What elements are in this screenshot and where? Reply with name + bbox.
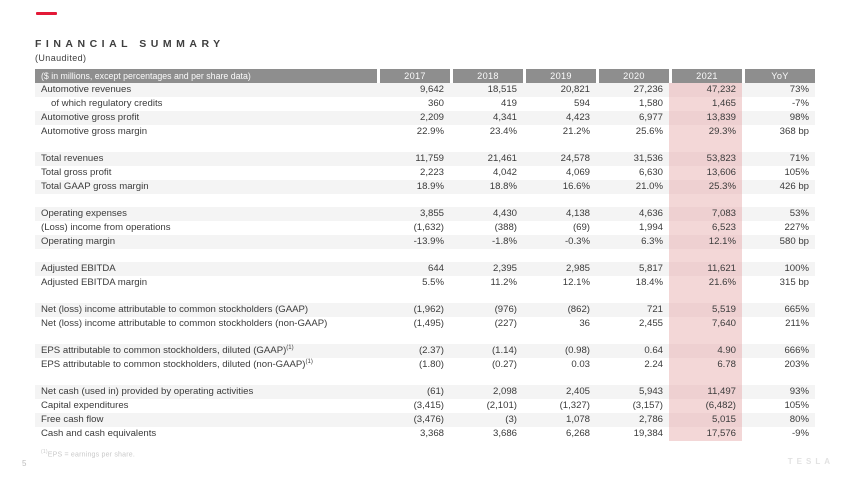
table-row <box>35 97 815 111</box>
column-header-2018: 2018 <box>450 69 523 83</box>
table-row <box>35 125 815 139</box>
cell-2017: 644 <box>427 263 444 274</box>
section-spacer <box>35 249 815 262</box>
spacer-cell <box>377 290 450 303</box>
cell-2019: -0.3% <box>564 236 590 247</box>
row-label-text: Adjusted EBITDA margin <box>41 277 148 288</box>
cell-2018: 18.8% <box>489 181 517 192</box>
cell-yoy: 315 bp <box>779 277 809 288</box>
cell-2018: 4,042 <box>492 167 517 178</box>
cell-2017: (61) <box>426 386 444 397</box>
table-row <box>35 221 815 235</box>
cell-2017: (3,415) <box>413 400 444 411</box>
cell-2018: 2,395 <box>492 263 517 274</box>
spacer-cell <box>377 331 450 344</box>
cell-2018: 21,461 <box>487 153 517 164</box>
cell-2019: 16.6% <box>562 181 590 192</box>
cell-yoy: -9% <box>791 428 809 439</box>
cell-2020: 721 <box>646 304 663 315</box>
cell-2017: (1,632) <box>413 222 444 233</box>
cell-2020: 1,580 <box>638 98 663 109</box>
row-label-superscript: (1) <box>286 344 294 351</box>
page-title: FINANCIAL SUMMARY <box>35 38 225 50</box>
cell-yoy: 666% <box>784 345 809 356</box>
slide-content <box>35 38 815 458</box>
row-label-text: of which regulatory credits <box>51 98 163 109</box>
row-label <box>35 180 377 194</box>
row-label <box>35 358 377 372</box>
row-label <box>35 111 377 125</box>
cell-2020: 1,994 <box>638 222 663 233</box>
row-label-text: (Loss) income from operations <box>41 222 171 233</box>
cell-2018: 419 <box>500 98 517 109</box>
cell-2017: (2.37) <box>418 345 444 356</box>
spacer-cell <box>35 290 377 303</box>
spacer-cell <box>742 139 815 152</box>
row-label-text: Cash and cash equivalents <box>41 428 157 439</box>
row-label-text: Automotive gross margin <box>41 126 148 137</box>
cell-2017: (3,476) <box>413 414 444 425</box>
cell-2020: 25.6% <box>635 126 663 137</box>
cell-2017: 3,855 <box>419 208 444 219</box>
row-label-text: Total revenues <box>41 153 104 164</box>
cell-2021: 1,465 <box>669 97 742 111</box>
column-header-2017: 2017 <box>377 69 450 83</box>
cell-yoy: -7% <box>791 98 809 109</box>
table-row <box>35 427 815 441</box>
spacer-cell <box>523 290 596 303</box>
cell-2017: 360 <box>427 98 444 109</box>
spacer-cell <box>596 290 669 303</box>
cell-2017: (1,495) <box>413 318 444 329</box>
page-subtitle: (Unaudited) <box>35 53 87 63</box>
footnote <box>35 449 815 458</box>
table-row <box>35 399 815 413</box>
spacer-cell <box>35 331 377 344</box>
cell-2018: 23.4% <box>489 126 517 137</box>
spacer-cell <box>742 249 815 262</box>
cell-2021: 29.3% <box>669 125 742 139</box>
spacer-cell <box>377 139 450 152</box>
cell-2020: 31,536 <box>633 153 663 164</box>
cell-2020: 4,636 <box>638 208 663 219</box>
cell-yoy: 53% <box>789 208 809 219</box>
cell-yoy: 71% <box>789 153 809 164</box>
row-label <box>35 262 377 276</box>
row-label <box>35 207 377 221</box>
cell-2020: 2,455 <box>638 318 663 329</box>
spacer-highlight-cell <box>669 249 742 262</box>
cell-2021: 53,823 <box>669 152 742 166</box>
cell-yoy: 580 bp <box>779 236 809 247</box>
spacer-cell <box>596 372 669 385</box>
cell-yoy: 665% <box>784 304 809 315</box>
cell-2020: 0.64 <box>644 345 663 356</box>
cell-2021: 6,523 <box>669 221 742 235</box>
cell-2017: -13.9% <box>413 236 444 247</box>
spacer-cell <box>450 194 523 207</box>
section-spacer <box>35 194 815 207</box>
cell-2018: 4,341 <box>492 112 517 123</box>
cell-2019: 2,985 <box>565 263 590 274</box>
spacer-highlight-cell <box>669 331 742 344</box>
spacer-highlight-cell <box>669 194 742 207</box>
row-label <box>35 235 377 249</box>
cell-2019: 20,821 <box>560 84 590 95</box>
spacer-cell <box>596 139 669 152</box>
cell-2020: 27,236 <box>633 84 663 95</box>
table-row <box>35 358 815 372</box>
table-row <box>35 385 815 399</box>
table-row <box>35 180 815 194</box>
cell-2019: 12.1% <box>562 277 590 288</box>
table-row <box>35 166 815 180</box>
row-label <box>35 125 377 139</box>
cell-2017: 2,209 <box>419 112 444 123</box>
row-label-text: Automotive gross profit <box>41 112 140 123</box>
row-label <box>35 427 377 441</box>
row-label <box>35 399 377 413</box>
cell-yoy: 80% <box>789 414 809 425</box>
row-label-text: Net cash (used in) provided by operating activities <box>41 386 254 397</box>
cell-2021: 4.90 <box>669 344 742 358</box>
column-header-2019: 2019 <box>523 69 596 83</box>
row-label-text: EPS attributable to common stockholders, diluted (GAAP) <box>41 345 287 356</box>
row-label <box>35 413 377 427</box>
cell-2019: 6,268 <box>565 428 590 439</box>
cell-2021: 5,519 <box>669 303 742 317</box>
footnote-text: EPS = earnings per share. <box>47 451 136 459</box>
cell-yoy: 105% <box>784 400 809 411</box>
cell-2021: 12.1% <box>669 235 742 249</box>
spacer-cell <box>523 331 596 344</box>
cell-2019: 2,405 <box>565 386 590 397</box>
column-header-2020: 2020 <box>596 69 669 83</box>
cell-2018: 11.2% <box>490 277 517 288</box>
row-label-text: Free cash flow <box>41 414 104 425</box>
section-spacer <box>35 139 815 152</box>
cell-2018: (3) <box>505 414 517 425</box>
cell-2021: 13,839 <box>669 111 742 125</box>
spacer-cell <box>742 372 815 385</box>
cell-2019: 36 <box>579 318 590 329</box>
cell-2019: 21.2% <box>562 126 590 137</box>
cell-2019: 24,578 <box>560 153 590 164</box>
row-label <box>35 385 377 399</box>
table-row <box>35 413 815 427</box>
cell-2020: 5,943 <box>638 386 663 397</box>
spacer-cell <box>742 331 815 344</box>
cell-2017: (1,962) <box>413 304 444 315</box>
cell-2018: (1.14) <box>491 345 517 356</box>
cell-yoy: 227% <box>784 222 809 233</box>
cell-2021: 6.78 <box>669 358 742 372</box>
column-header-yoy: YoY <box>742 69 815 83</box>
cell-2019: 594 <box>573 98 590 109</box>
cell-2019: (1,327) <box>559 400 590 411</box>
cell-2021: (6,482) <box>669 399 742 413</box>
spacer-cell <box>596 331 669 344</box>
table-row <box>35 83 815 97</box>
table-header-row <box>35 69 815 83</box>
table-row <box>35 344 815 358</box>
cell-yoy: 98% <box>789 112 809 123</box>
cell-2020: 5,817 <box>638 263 663 274</box>
cell-2017: 9,642 <box>419 84 444 95</box>
cell-2020: 19,384 <box>633 428 663 439</box>
cell-2021: 11,621 <box>669 262 742 276</box>
cell-2017: (1.80) <box>418 359 444 370</box>
cell-yoy: 105% <box>784 167 809 178</box>
spacer-cell <box>450 249 523 262</box>
spacer-cell <box>523 372 596 385</box>
row-label-text: Total gross profit <box>41 167 112 178</box>
cell-yoy: 100% <box>784 263 809 274</box>
cell-2019: 0.03 <box>571 359 590 370</box>
cell-yoy: 93% <box>789 386 809 397</box>
table-header-label: ($ in millions, except percentages and per share data) <box>35 69 377 83</box>
cell-2020: 6.3% <box>641 236 663 247</box>
cell-2017: 3,368 <box>419 428 444 439</box>
cell-2020: (3,157) <box>632 400 663 411</box>
spacer-cell <box>450 372 523 385</box>
cell-2020: 6,977 <box>638 112 663 123</box>
cell-2019: (862) <box>567 304 590 315</box>
row-label-text: Net (loss) income attributable to common stockholders (GAAP) <box>41 304 309 315</box>
column-header-2021: 2021 <box>669 69 742 83</box>
spacer-highlight-cell <box>669 290 742 303</box>
cell-2018: -1.8% <box>491 236 517 247</box>
cell-2018: (2,101) <box>486 400 517 411</box>
row-label-text: Operating expenses <box>41 208 127 219</box>
table-row <box>35 262 815 276</box>
cell-2019: 4,138 <box>565 208 590 219</box>
cell-2021: 47,232 <box>669 83 742 97</box>
cell-2018: (0.27) <box>491 359 517 370</box>
row-label-text: Operating margin <box>41 236 116 247</box>
row-label <box>35 317 377 331</box>
cell-2017: 5.5% <box>422 277 444 288</box>
spacer-cell <box>523 249 596 262</box>
spacer-highlight-cell <box>669 372 742 385</box>
cell-2017: 18.9% <box>416 181 444 192</box>
section-spacer <box>35 331 815 344</box>
section-spacer <box>35 372 815 385</box>
spacer-cell <box>596 194 669 207</box>
cell-yoy: 203% <box>784 359 809 370</box>
spacer-cell <box>35 139 377 152</box>
spacer-cell <box>377 372 450 385</box>
cell-yoy: 211% <box>785 318 809 329</box>
spacer-cell <box>742 194 815 207</box>
cell-2019: (0.98) <box>564 345 590 356</box>
cell-2018: 4,430 <box>492 208 517 219</box>
cell-2019: 1,078 <box>565 414 590 425</box>
table-row <box>35 111 815 125</box>
cell-2021: 17,576 <box>669 427 742 441</box>
cell-2018: (227) <box>494 318 517 329</box>
row-label <box>35 166 377 180</box>
spacer-cell <box>450 331 523 344</box>
cell-2021: 21.6% <box>669 276 742 290</box>
row-label <box>35 276 377 290</box>
spacer-cell <box>377 249 450 262</box>
row-label <box>35 152 377 166</box>
row-label-superscript: (1) <box>305 358 313 365</box>
cell-2021: 7,640 <box>669 317 742 331</box>
cell-2020: 21.0% <box>635 181 663 192</box>
section-spacer <box>35 290 815 303</box>
cell-2018: 3,686 <box>492 428 517 439</box>
cell-2020: 18.4% <box>635 277 663 288</box>
cell-2017: 11,759 <box>415 153 444 164</box>
cell-2021: 5,015 <box>669 413 742 427</box>
cell-2019: 4,423 <box>565 112 590 123</box>
tesla-watermark: TESLA <box>787 457 834 466</box>
table-row <box>35 235 815 249</box>
spacer-cell <box>35 194 377 207</box>
table-row <box>35 152 815 166</box>
spacer-cell <box>523 139 596 152</box>
cell-2017: 22.9% <box>416 126 444 137</box>
brand-accent-line <box>36 12 57 15</box>
cell-2018: (976) <box>494 304 517 315</box>
cell-2020: 2,786 <box>638 414 663 425</box>
cell-2021: 25.3% <box>669 180 742 194</box>
table-body <box>35 83 815 441</box>
row-label <box>35 303 377 317</box>
row-label-text: Net (loss) income attributable to common stockholders (non-GAAP) <box>41 318 328 329</box>
table-row <box>35 317 815 331</box>
cell-2021: 7,083 <box>669 207 742 221</box>
spacer-cell <box>450 290 523 303</box>
spacer-cell <box>450 139 523 152</box>
cell-2019: 4,069 <box>565 167 590 178</box>
spacer-cell <box>35 372 377 385</box>
row-label <box>35 344 377 358</box>
row-label <box>35 97 377 111</box>
cell-2018: 2,098 <box>492 386 517 397</box>
row-label-text: EPS attributable to common stockholders, diluted (non-GAAP) <box>41 359 306 370</box>
spacer-cell <box>742 290 815 303</box>
table-row <box>35 303 815 317</box>
cell-2020: 6,630 <box>638 167 663 178</box>
row-label-text: Adjusted EBITDA <box>41 263 116 274</box>
row-label <box>35 83 377 97</box>
row-label-text: Capital expenditures <box>41 400 129 411</box>
row-label <box>35 221 377 235</box>
cell-2017: 2,223 <box>419 167 444 178</box>
cell-2021: 11,497 <box>669 385 742 399</box>
spacer-cell <box>35 249 377 262</box>
cell-yoy: 426 bp <box>779 181 809 192</box>
table-row <box>35 207 815 221</box>
cell-yoy: 73% <box>789 84 809 95</box>
spacer-cell <box>523 194 596 207</box>
table-row <box>35 276 815 290</box>
row-label-text: Automotive revenues <box>41 84 132 95</box>
spacer-cell <box>377 194 450 207</box>
cell-2020: 2.24 <box>644 359 663 370</box>
cell-2018: 18,515 <box>487 84 517 95</box>
row-label-text: Total GAAP gross margin <box>41 181 149 192</box>
cell-2021: 13,606 <box>669 166 742 180</box>
spacer-cell <box>596 249 669 262</box>
cell-yoy: 368 bp <box>779 126 809 137</box>
spacer-highlight-cell <box>669 139 742 152</box>
cell-2018: (388) <box>494 222 517 233</box>
financial-table <box>35 69 815 441</box>
cell-2019: (69) <box>572 222 590 233</box>
footnote-superscript: (1) <box>41 449 48 455</box>
page-number: 5 <box>22 459 27 468</box>
